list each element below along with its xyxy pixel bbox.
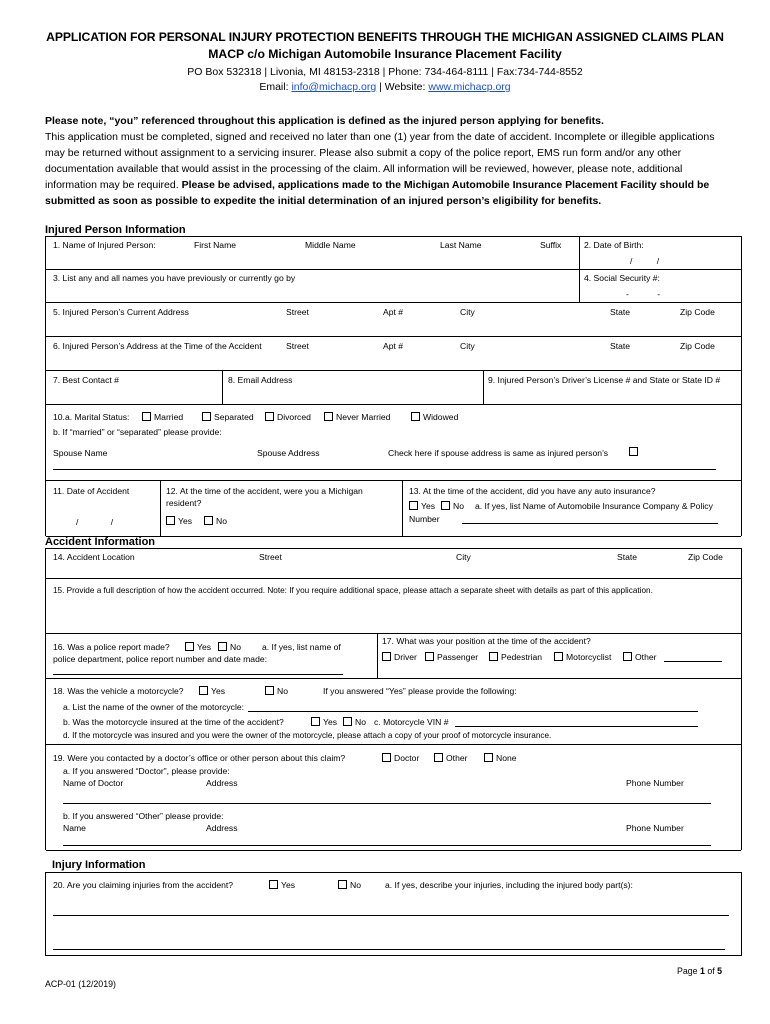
yes-label: Yes — [197, 642, 212, 652]
field-14-label: 14. Accident Location — [53, 552, 135, 562]
email-label: Email: — [259, 81, 292, 93]
yes-label: Yes — [281, 880, 296, 890]
middle-name-label: Middle Name — [305, 240, 356, 250]
other-name-label: Name — [63, 823, 86, 833]
divider — [377, 634, 378, 679]
separated-label: Separated — [214, 412, 254, 422]
checkbox[interactable] — [409, 501, 418, 510]
spouse-same-label: Check here if spouse address is same as injured person’s — [388, 448, 609, 458]
no-label: No — [230, 642, 241, 652]
field-18-follow: If you answered “Yes” please provide the following: — [323, 686, 517, 696]
no-label: No — [277, 686, 288, 696]
police-line[interactable] — [53, 674, 343, 675]
separated-option[interactable] — [202, 412, 254, 422]
contact-address: PO Box 532318 | Livonia, MI 48153-2318 | Phone: 734-464-8111 | Fax:734-744-8552 — [187, 66, 583, 78]
spouse-address-label: Spouse Address — [257, 448, 320, 458]
passenger-option[interactable] — [425, 652, 478, 662]
injury-no[interactable] — [338, 880, 361, 890]
divider — [483, 371, 484, 405]
yes-label: Yes — [323, 717, 338, 727]
no-label: No — [350, 880, 361, 890]
doctor-line[interactable] — [63, 803, 711, 804]
row-name — [46, 237, 741, 270]
field-5-label: 5. Injured Person’s Current Address — [53, 307, 189, 317]
row-other-names — [46, 270, 741, 303]
field-18d-label: d. If the motorcycle was insured and you were the owner of the motorcycle, please attach a copy of your proof of motorcycle insurance. — [63, 731, 552, 740]
divider — [222, 371, 223, 405]
injury-box — [45, 872, 742, 956]
field-19b-label: b. If you answered “Other” please provide: — [63, 811, 224, 821]
row-marital — [46, 405, 741, 481]
checkbox[interactable] — [142, 412, 151, 421]
other-option[interactable] — [623, 652, 657, 662]
field-10a-label: 10.a. Marital Status: — [53, 412, 130, 422]
website-link[interactable]: www.michacp.org — [428, 81, 511, 93]
married-option[interactable] — [142, 412, 183, 422]
dob-separators[interactable]: / / — [630, 256, 660, 266]
apt-label: Apt # — [383, 341, 404, 351]
field-8-label: 8. Email Address — [228, 375, 293, 385]
field-3-label: 3. List any and all names you have previously or currently go by — [53, 273, 296, 283]
field-16b-label: police department, police report number and date made: — [53, 654, 268, 664]
no-label: No — [355, 717, 366, 727]
field-19a-label: a. If you answered “Doctor”, please provide: — [63, 766, 230, 776]
state-label: State — [610, 341, 631, 351]
email-link[interactable]: info@michacp.org — [291, 81, 377, 93]
motorcyclist-option[interactable] — [554, 652, 611, 662]
form-id: ACP-01 (12/2019) — [45, 979, 116, 989]
row-motorcycle — [46, 679, 741, 745]
field-13a-label: a. If yes, list Name of Automobile Insurance Company & Policy — [475, 501, 713, 511]
no-label: No — [216, 516, 227, 526]
accident-box — [45, 548, 742, 850]
doctor-label: Doctor — [394, 753, 420, 763]
accident-date-separators[interactable]: / / — [76, 517, 114, 527]
field-12-label: 12. At the time of the accident, were you a Michigan — [166, 486, 363, 496]
pedestrian-label: Pedestrian — [501, 652, 543, 662]
other-line[interactable] — [63, 845, 711, 846]
police-no[interactable] — [218, 642, 241, 652]
checkbox[interactable] — [623, 652, 632, 661]
insurance-line[interactable] — [462, 523, 718, 524]
page-number — [677, 966, 722, 976]
checkbox[interactable] — [484, 753, 493, 762]
field-17-label: 17. What was your position at the time of the accident? — [382, 636, 591, 646]
checkbox[interactable] — [382, 753, 391, 762]
divider — [402, 481, 403, 537]
suffix-label: Suffix — [540, 240, 562, 250]
checkbox[interactable] — [343, 717, 352, 726]
state-label: State — [610, 307, 631, 317]
widowed-option[interactable] — [411, 412, 458, 422]
vin-line[interactable] — [455, 726, 698, 727]
state-label: State — [617, 552, 638, 562]
field-18a-label: a. List the name of the owner of the motorcycle: — [63, 702, 245, 712]
row-accident-address — [46, 337, 741, 371]
field-18-label: 18. Was the vehicle a motorcycle? — [53, 686, 184, 696]
checkbox[interactable] — [489, 652, 498, 661]
injury-line[interactable] — [53, 949, 725, 950]
row-current-address — [46, 303, 741, 337]
checkbox[interactable] — [434, 753, 443, 762]
field-11-label: 11. Date of Accident — [53, 486, 130, 496]
widowed-label: Widowed — [423, 412, 459, 422]
checkbox[interactable] — [324, 412, 333, 421]
resident-yes[interactable] — [166, 516, 192, 526]
field-1-label: 1. Name of Injured Person: — [53, 240, 156, 250]
field-15-label: 15. Provide a full description of how the accident occurred. Note: If you require additional space, please attach a separate sheet with details as part of this application. — [53, 586, 653, 595]
checkbox[interactable] — [411, 412, 420, 421]
row-contact — [46, 371, 741, 405]
section-injured-person: Injured Person Information — [45, 224, 186, 236]
checkbox[interactable] — [185, 642, 194, 651]
checkbox[interactable] — [265, 686, 274, 695]
first-name-label: First Name — [194, 240, 237, 250]
city-label: City — [460, 341, 475, 351]
field-13-label: 13. At the time of the accident, did you have any auto insurance? — [409, 486, 656, 496]
injured-person-box — [45, 236, 742, 536]
zip-label: Zip Code — [688, 552, 723, 562]
field-19-label: 19. Were you contacted by a doctor’s office or other person about this claim? — [53, 753, 346, 763]
intro-advise: Please be advised, applications made to the Michigan Automobile Insurance Placement Facility should be submitted as soon as possible to expedite the initial determination of an injured person’s eligibility for benefits. — [45, 179, 710, 207]
motorcycle-yes[interactable] — [199, 686, 225, 696]
other-phone-label: Phone Number — [626, 823, 684, 833]
motorcyclist-label: Motorcyclist — [566, 652, 612, 662]
page-of: of — [704, 966, 718, 976]
intro-body: This application must be completed, signed and received no later than one (1) year from the date of accident. Incomplete or illegible applications may be returned without assignment to a servicing insurer. Please also submit a copy of the police report, EMS run form and/or any other documentation available that would assist in the processing of the claim. All information will be reviewed, however, please note, additional information may be required. — [45, 131, 715, 191]
pedestrian-option[interactable] — [489, 652, 542, 662]
intro-note: Please note, “you” referenced throughout this application is defined as the injured person applying for benefits. — [45, 115, 604, 127]
yes-label: Yes — [211, 686, 226, 696]
doctor-name-label: Name of Doctor — [63, 778, 124, 788]
other-label: Other — [635, 652, 657, 662]
checkbox[interactable] — [269, 880, 278, 889]
other-contact-label: Other — [446, 753, 468, 763]
field-6-label: 6. Injured Person’s Address at the Time of the Accident — [53, 341, 262, 351]
never-married-label: Never Married — [336, 412, 391, 422]
zip-label: Zip Code — [680, 341, 715, 351]
resident-no[interactable] — [204, 516, 227, 526]
doctor-phone-label: Phone Number — [626, 778, 684, 788]
page-total: 5 — [717, 966, 723, 976]
divorced-option[interactable] — [265, 412, 311, 422]
insured-no[interactable] — [343, 717, 366, 727]
city-label: City — [456, 552, 471, 562]
page-label: Page — [677, 966, 700, 976]
field-4-label: 4. Social Security #: — [584, 273, 660, 283]
field-7-label: 7. Best Contact # — [53, 375, 119, 385]
street-label: Street — [286, 341, 309, 351]
row-location — [46, 549, 741, 579]
doctor-address-label: Address — [206, 778, 238, 788]
other-contact-option[interactable] — [434, 753, 468, 763]
insurance-no[interactable] — [441, 501, 464, 511]
field-20a-label: a. If yes, describe your injuries, including the injured body part(s): — [385, 880, 633, 890]
divider — [160, 481, 161, 537]
injury-yes[interactable] — [269, 880, 295, 890]
ssn-separators[interactable]: - - — [626, 289, 661, 299]
contact-web — [0, 81, 770, 93]
checkbox[interactable] — [338, 880, 347, 889]
row-police — [46, 634, 741, 679]
checkbox[interactable] — [166, 516, 175, 525]
checkbox[interactable] — [199, 686, 208, 695]
row-accident-date — [46, 481, 741, 537]
motorcycle-no[interactable] — [265, 686, 288, 696]
doctor-option[interactable] — [382, 753, 419, 763]
city-label: City — [460, 307, 475, 317]
checkbox[interactable] — [202, 412, 211, 421]
website-label: | Website: — [376, 81, 429, 93]
spouse-name-label: Spouse Name — [53, 448, 108, 458]
page-current: 1 — [700, 966, 705, 976]
checkbox[interactable] — [425, 652, 434, 661]
field-12-label-2: resident? — [166, 498, 202, 508]
spouse-line[interactable] — [53, 469, 716, 470]
intro-text — [45, 113, 737, 209]
field-13b-label: Number — [409, 514, 440, 524]
passenger-label: Passenger — [437, 652, 479, 662]
zip-label: Zip Code — [680, 307, 715, 317]
divorced-label: Divorced — [277, 412, 311, 422]
yes-label: Yes — [421, 501, 436, 511]
checkbox[interactable] — [204, 516, 213, 525]
section-accident: Accident Information — [45, 536, 156, 548]
apt-label: Apt # — [383, 307, 404, 317]
form-title: APPLICATION FOR PERSONAL INJURY PROTECTION BENEFITS THROUGH THE MICHIGAN ASSIGNED CLAIMS PLAN — [46, 30, 724, 44]
injury-line[interactable] — [53, 915, 729, 916]
field-18c-label: c. Motorcycle VIN # — [374, 717, 449, 727]
row-contacted — [46, 745, 741, 851]
checkbox[interactable] — [441, 501, 450, 510]
checkbox[interactable] — [554, 652, 563, 661]
row-description — [46, 579, 741, 634]
street-label: Street — [286, 307, 309, 317]
street-label: Street — [259, 552, 282, 562]
none-option[interactable] — [484, 753, 517, 763]
other-line[interactable] — [664, 661, 722, 662]
driver-option[interactable] — [382, 652, 417, 662]
spouse-same-checkbox[interactable] — [629, 447, 638, 456]
form-subtitle: MACP c/o Michigan Automobile Insurance Placement Facility — [208, 47, 562, 61]
police-yes[interactable] — [185, 642, 211, 652]
checkbox[interactable] — [218, 642, 227, 651]
field-20-label: 20. Are you claiming injuries from the accident? — [53, 880, 234, 890]
driver-label: Driver — [394, 652, 417, 662]
field-10b-label: b. If “married” or “separated” please provide: — [53, 427, 222, 437]
yes-label: Yes — [178, 516, 193, 526]
field-2-label: 2. Date of Birth: — [584, 240, 644, 250]
no-label: No — [453, 501, 464, 511]
never-married-option[interactable] — [324, 412, 390, 422]
section-injury: Injury Information — [52, 859, 146, 871]
owner-line[interactable] — [248, 711, 698, 712]
field-18b-label: b. Was the motorcycle insured at the time of the accident? — [63, 717, 284, 727]
insurance-yes[interactable] — [409, 501, 435, 511]
checkbox[interactable] — [265, 412, 274, 421]
field-16-label: 16. Was a police report made? — [53, 642, 170, 652]
married-label: Married — [154, 412, 184, 422]
checkbox[interactable] — [311, 717, 320, 726]
checkbox[interactable] — [382, 652, 391, 661]
field-16a-label: a. If yes, list name of — [262, 642, 341, 652]
last-name-label: Last Name — [440, 240, 482, 250]
field-9-label: 9. Injured Person’s Driver’s License # and State or State ID # — [488, 375, 721, 385]
other-address-label: Address — [206, 823, 238, 833]
insured-yes[interactable] — [311, 717, 337, 727]
none-label: None — [496, 753, 517, 763]
